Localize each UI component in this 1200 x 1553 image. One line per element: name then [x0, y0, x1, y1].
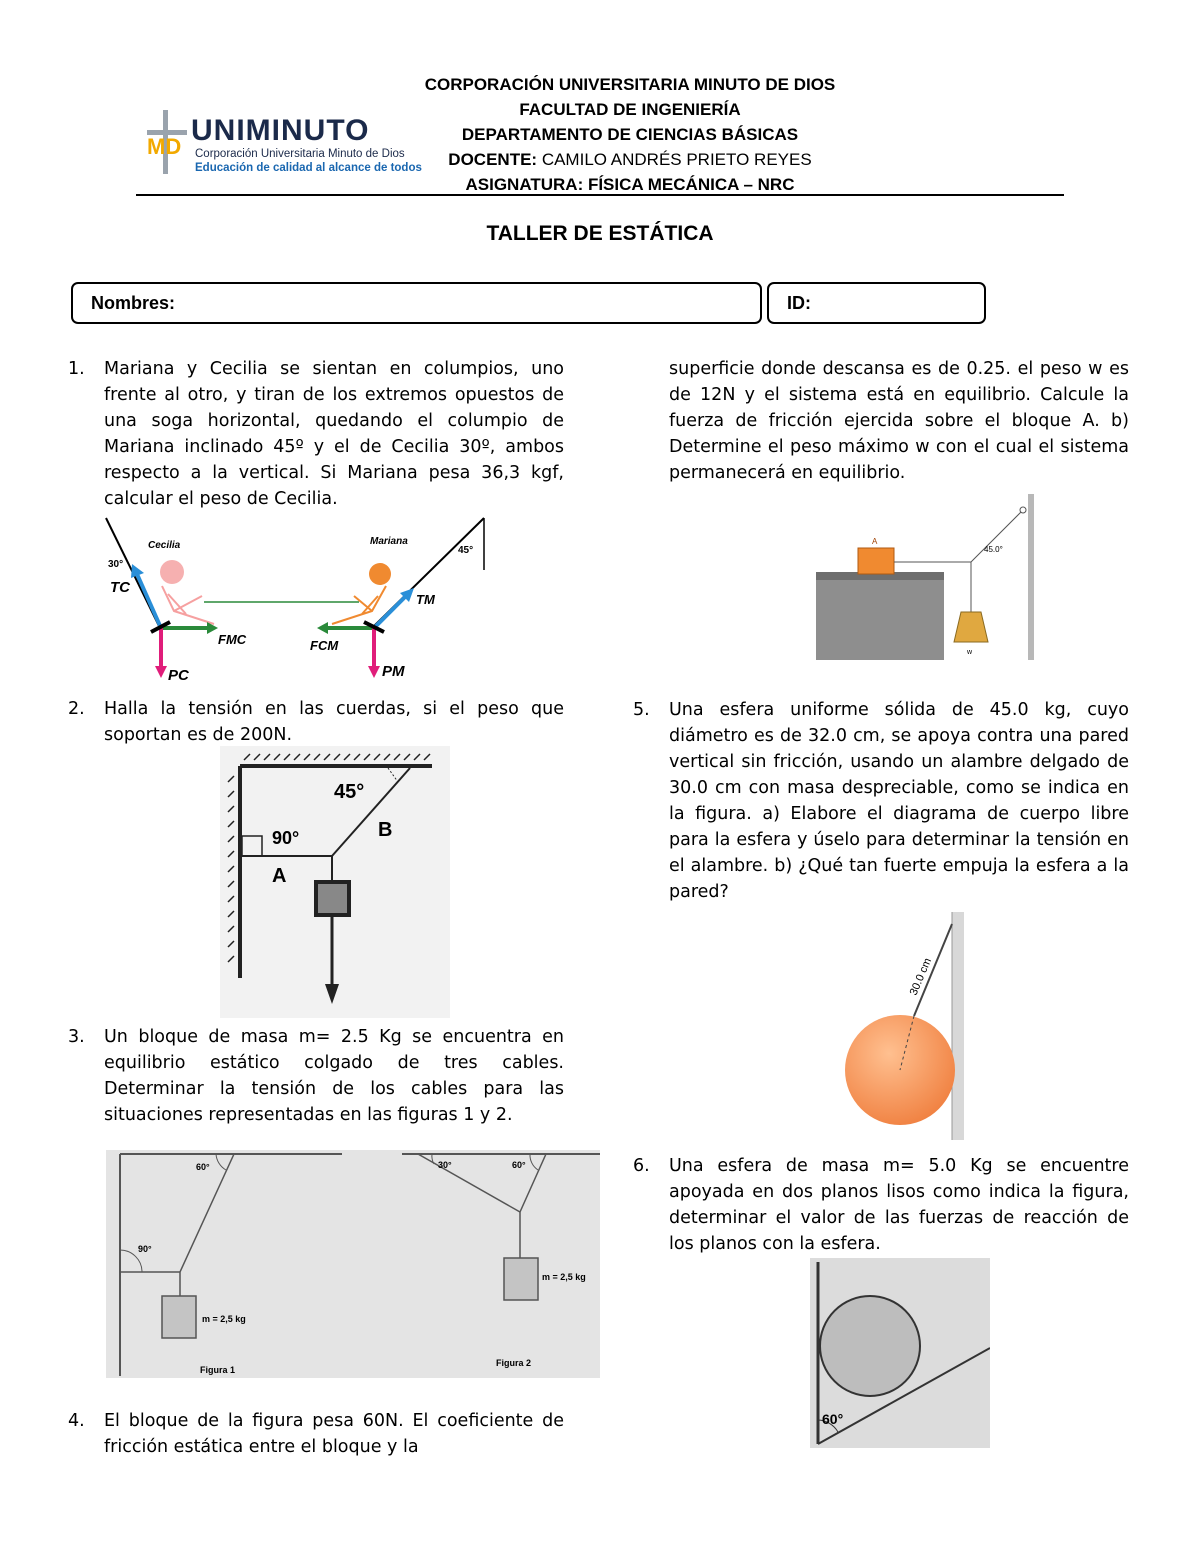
- header-department: DEPARTAMENTO DE CIENCIAS BÁSICAS: [461, 125, 799, 144]
- logo-subtitle: Corporación Universitaria Minuto de Dios: [195, 148, 405, 160]
- figure-block-friction: [816, 494, 1036, 660]
- label-fig1-90: 90°: [138, 1244, 152, 1254]
- sphere: [820, 1296, 920, 1396]
- teacher-label: DOCENTE:: [448, 150, 538, 169]
- header-faculty: FACULTAD DE INGENIERÍA: [519, 100, 741, 119]
- label-weight-w: w: [967, 649, 973, 656]
- figure-sphere-planes: [810, 1258, 990, 1448]
- logo-name: UNIMINUTO: [191, 114, 370, 147]
- figure-three-cables: [106, 1150, 600, 1378]
- header-subject: ASIGNATURA: FÍSICA MECÁNICA – NRC: [465, 175, 795, 194]
- logo-mark-text: MD: [147, 134, 182, 159]
- weight-w: [954, 612, 988, 642]
- question-number: 5.: [633, 700, 650, 720]
- question-number: 4.: [68, 1411, 85, 1431]
- label-fig2-mass: m = 2,5 kg: [542, 1272, 586, 1282]
- hanging-block: [316, 882, 349, 915]
- names-field[interactable]: [71, 282, 762, 324]
- question-number: 3.: [68, 1027, 85, 1047]
- id-field[interactable]: [767, 282, 986, 324]
- header-divider: [136, 194, 1064, 196]
- question-5: [633, 697, 1129, 905]
- header-corporation: CORPORACIÓN UNIVERSITARIA MINUTO DE DIOS: [424, 75, 836, 94]
- table: [816, 574, 944, 660]
- label-angle-30: 30°: [108, 559, 124, 570]
- question-text: Un bloque de masa m= 2.5 Kg se encuentra en equilibrio estático colgado de tres cables. Determinar la tensión de los cables para las situaciones representadas en las figuras 1 y 2.: [104, 1027, 564, 1125]
- label-wire-length: 30.0 cm: [907, 956, 935, 998]
- question-6: [633, 1153, 1129, 1257]
- label-angle-45: 45°: [458, 545, 474, 556]
- names-label: Nombres:: [91, 293, 176, 313]
- question-number: 1.: [68, 359, 85, 379]
- page-title: TALLER DE ESTÁTICA: [486, 222, 714, 245]
- label-block-a: A: [872, 537, 878, 546]
- tc-vector: [137, 574, 161, 628]
- caption-figura-2: Figura 2: [496, 1358, 532, 1368]
- label-rope-a: A: [272, 865, 287, 887]
- question-4: [68, 1408, 564, 1460]
- caption-figura-1: Figura 1: [200, 1365, 236, 1375]
- question-3: [68, 1024, 564, 1128]
- figure-swings: [104, 516, 486, 684]
- label-mariana: Mariana: [370, 536, 408, 547]
- figure-sphere-wall: [840, 912, 970, 1140]
- block-fig2: [504, 1258, 538, 1300]
- label-cecilia: Cecilia: [148, 540, 181, 551]
- question-1: [68, 356, 564, 512]
- question-text: Halla la tensión en las cuerdas, si el peso que soportan es de 200N.: [104, 699, 564, 745]
- logo-tagline: Educación de calidad al alcance de todos: [195, 162, 422, 174]
- teacher-name: CAMILO ANDRÉS PRIETO REYES: [541, 150, 812, 169]
- label-fmc: FMC: [218, 632, 247, 647]
- question-text: El bloque de la figura pesa 60N. El coeficiente de fricción estática entre el bloque y la: [104, 1411, 564, 1457]
- mariana-head: [369, 563, 391, 585]
- label-fig1-mass: m = 2,5 kg: [202, 1314, 246, 1324]
- label-pm: PM: [382, 663, 405, 680]
- cecilia-head: [160, 560, 184, 584]
- label-rope-b: B: [378, 819, 393, 841]
- figure-two-ropes: [220, 746, 450, 1018]
- question-text: Una esfera uniforme sólida de 45.0 kg, cuyo diámetro es de 32.0 cm, se apoya contra una pared vertical sin fricción, usando un alambre delgado de 30.0 cm con masa despreciable, como se indica en la figura. a) Elabore el diagrama de cuerpo libre para la esfera y úselo para determinar la tensión en el alambre. b) ¿Qué tan fuerte empuja la esfera a la pared?: [669, 700, 1129, 902]
- block-fig1: [162, 1296, 196, 1338]
- question-number: 2.: [68, 699, 85, 719]
- block-a: [858, 548, 894, 574]
- question-number: 6.: [633, 1156, 650, 1176]
- logo-mark-icon: [145, 108, 193, 176]
- institution-header: [330, 72, 930, 197]
- label-angle: 45.0°: [984, 545, 1003, 554]
- label-fcm: FCM: [310, 638, 339, 653]
- question-2: [68, 696, 564, 748]
- label-fig1-60: 60°: [196, 1162, 210, 1172]
- label-fig2-30: 30°: [438, 1160, 452, 1170]
- header-teacher: [330, 147, 930, 172]
- question-text: Mariana y Cecilia se sientan en columpios, uno frente al otro, y tiran de los extremos opuestos de una soga horizontal, quedando el columpio de Mariana inclinado 45º y el de Cecilia 30º, ambos respecto a la vertical. Si Mariana pesa 36,3 kgf, calcular el peso de Cecilia.: [104, 359, 564, 509]
- id-label: ID:: [787, 293, 811, 313]
- label-tm: TM: [416, 592, 435, 607]
- question-text: superficie donde descansa es de 0.25. el peso w es de 12N y el sistema está en equilibrio. Calcule la fuerza de fricción ejercida sobre el bloque A. b) Determine el peso máximo w con el cual el sistema permanecerá en equilibrio.: [669, 359, 1129, 483]
- label-angle-45: 45°: [334, 781, 365, 803]
- question-text: Una esfera de masa m= 5.0 Kg se encuentre apoyada en dos planos lisos como indica la figura, determinar el valor de las fuerzas de reacción de los planos con la esfera.: [669, 1156, 1129, 1254]
- question-4-continued: [669, 356, 1129, 486]
- label-tc: TC: [110, 579, 130, 596]
- label-fig2-60: 60°: [512, 1160, 526, 1170]
- label-pc: PC: [168, 667, 189, 684]
- label-angle-90: 90°: [272, 828, 300, 848]
- label-angle-60: 60°: [822, 1411, 844, 1427]
